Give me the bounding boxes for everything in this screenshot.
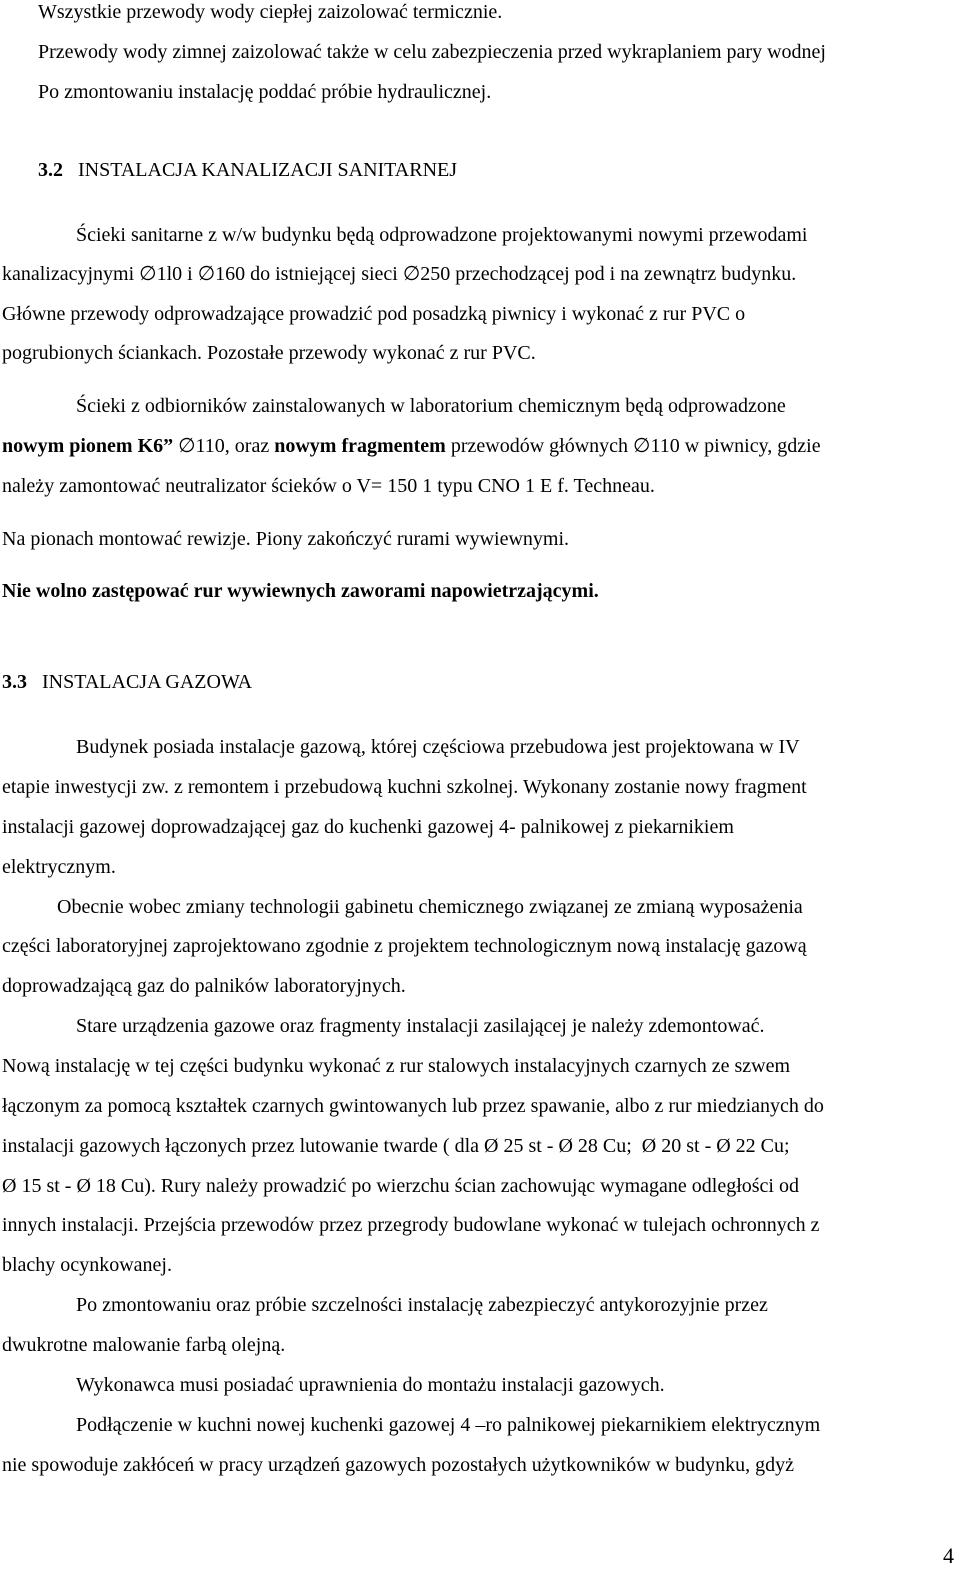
- paragraph-line: Wykonawca musi posiadać uprawnienia do montażu instalacji gazowych.: [76, 1374, 665, 1396]
- paragraph-line-mixed: [2, 434, 821, 458]
- paragraph-line: instalacji gazowej doprowadzającej gaz do kuchenki gazowej 4- palnikowej z piekarnikiem: [2, 816, 734, 838]
- section-heading-3-3: [2, 670, 252, 694]
- paragraph-line: instalacji gazowych łączonych przez lutowanie twarde ( dla Ø 25 st - Ø 28 Cu; Ø 20 st - Ø 22 Cu;: [2, 1135, 790, 1157]
- paragraph-line: Ścieki sanitarne z w/w budynku będą odprowadzone projektowanymi nowymi przewodami: [76, 224, 808, 246]
- paragraph-line: Główne przewody odprowadzające prowadzić pod posadzką piwnicy i wykonać z rur PVC o: [2, 303, 746, 325]
- paragraph-line: nie spowoduje zakłóceń w pracy urządzeń gazowych pozostałych użytkowników w budynku, gdyż: [2, 1454, 794, 1476]
- plain-text: ∅110, oraz: [173, 435, 275, 457]
- paragraph-line: dwukrotne malowanie farbą olejną.: [2, 1334, 286, 1356]
- section-number: 3.3: [2, 671, 27, 693]
- paragraph-line: pogrubionych ściankach. Pozostałe przewody wykonać z rur PVC.: [2, 342, 536, 364]
- intro-line-3: Po zmontowaniu instalację poddać próbie hydraulicznej.: [38, 81, 492, 103]
- paragraph-line: Budynek posiada instalacje gazową, której częściowa przebudowa jest projektowana w IV: [76, 736, 800, 758]
- paragraph-line: Obecnie wobec zmiany technologii gabinetu chemicznego związanej ze zmianą wyposażenia: [57, 896, 803, 918]
- paragraph-line: Podłączenie w kuchni nowej kuchenki gazowej 4 –ro palnikowej piekarnikiem elektrycznym: [76, 1414, 821, 1436]
- bold-text: nowym pionem K6”: [2, 435, 174, 457]
- warning-line: Nie wolno zastępować rur wywiewnych zaworami napowietrzającymi.: [2, 580, 599, 602]
- paragraph-line: Stare urządzenia gazowe oraz fragmenty instalacji zasilającej je należy zdemontować.: [76, 1015, 765, 1037]
- paragraph-line: Nową instalację w tej części budynku wykonać z rur stalowych instalacyjnych czarnych ze szwem: [2, 1055, 791, 1077]
- paragraph-line: Ø 15 st - Ø 18 Cu). Rury należy prowadzić po wierzchu ścian zachowując wymagane odległości od: [2, 1175, 799, 1197]
- section-title: INSTALACJA KANALIZACJI SANITARNEJ: [78, 159, 458, 181]
- page-number: 4: [943, 1543, 954, 1568]
- paragraph-line: doprowadzającą gaz do palników laboratoryjnych.: [2, 975, 406, 997]
- intro-line-1: Wszystkie przewody wody ciepłej zaizolować termicznie.: [38, 1, 503, 23]
- plain-text: przewodów głównych ∅110 w piwnicy, gdzie: [445, 435, 821, 457]
- paragraph-line: elektrycznym.: [2, 856, 116, 878]
- intro-line-2: Przewody wody zimnej zaizolować także w celu zabezpieczenia przed wykraplaniem pary wodnej: [38, 41, 826, 63]
- paragraph-line: Ścieki z odbiorników zainstalowanych w laboratorium chemicznym będą odprowadzone: [76, 395, 786, 417]
- section-heading-3-2: [38, 158, 457, 182]
- paragraph-line: części laboratoryjnej zaprojektowano zgodnie z projektem technologicznym nową instalację gazową: [2, 935, 807, 957]
- section-number: 3.2: [38, 159, 63, 181]
- paragraph-line: blachy ocynkowanej.: [2, 1254, 172, 1276]
- paragraph-line: Po zmontowaniu oraz próbie szczelności instalację zabezpieczyć antykorozyjnie przez: [76, 1294, 768, 1316]
- paragraph-line: łączonym za pomocą kształtek czarnych gwintowanych lub przez spawanie, albo z rur miedzianych do: [2, 1095, 824, 1117]
- paragraph-line: Na pionach montować rewizje. Piony zakończyć rurami wywiewnymi.: [2, 528, 570, 550]
- section-title: INSTALACJA GAZOWA: [42, 671, 253, 693]
- paragraph-line: innych instalacji. Przejścia przewodów przez przegrody budowlane wykonać w tulejach ochronnych z: [2, 1214, 820, 1236]
- paragraph-line: etapie inwestycji zw. z remontem i przebudową kuchni szkolnej. Wykonany zostanie nowy fragment: [2, 776, 807, 798]
- paragraph-line: należy zamontować neutralizator ścieków o V= 150 1 typu CNO 1 E f. Techneau.: [2, 475, 655, 497]
- bold-text: nowym fragmentem: [274, 435, 446, 457]
- paragraph-line: kanalizacyjnymi ∅1l0 i ∅160 do istniejącej sieci ∅250 przechodzącej pod i na zewnątrz budynku.: [2, 263, 797, 285]
